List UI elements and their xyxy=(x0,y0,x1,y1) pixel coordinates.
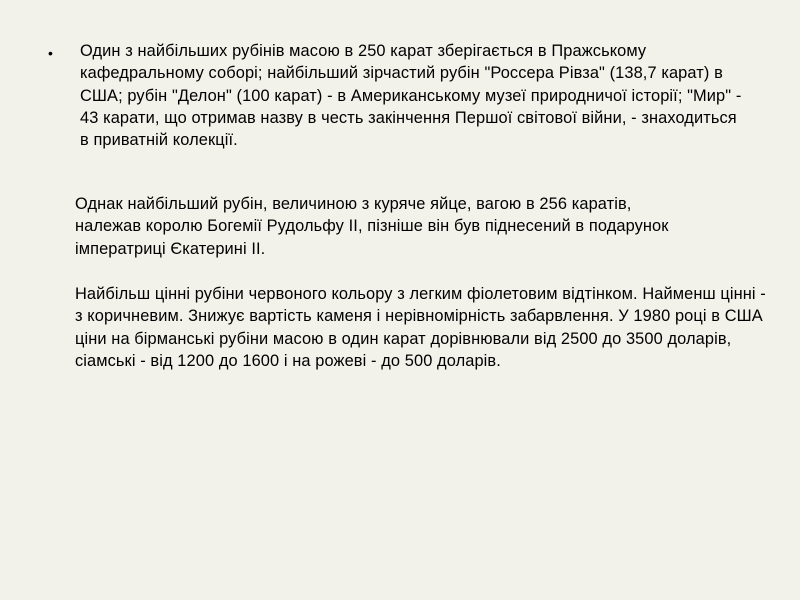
paragraph-ruby-prices: Найбільш цінні рубіни червоного кольору з легким фіолетовим відтінком. Найменш цінні - з коричневим. Знижує вартість каменя і нерівномірність забарвлення. У 1980 році в США ціни на бірманські рубіни масою в один карат дорівнювали від 2500 до 3500 доларів, сіамські - від 1200 до 1600 і на рожеві - до 500 доларів. xyxy=(75,285,766,370)
bullet-item xyxy=(48,40,748,151)
bullet-marker: • xyxy=(48,45,53,61)
bullet-text: Один з найбільших рубінів масою в 250 карат зберігається в Пражському кафедральному соборі; найбільший зірчастий рубін "Россера Рівза" (138,7 карат) в США; рубін "Делон" (100 карат) - в Американському музеї природничої історії; "Мир" - 43 карати, що отримав назву в честь закінчення Першої світової війни, - знаходиться в приватній колекції. xyxy=(80,42,742,150)
paragraph-largest-ruby: Однак найбільший рубін, величиною з куряче яйце, вагою в 256 каратів, належав королю Богемії Рудольфу ІІ, пізніше він був піднесений в подарунок імператриці Єкатерині ІІ. xyxy=(75,195,669,258)
